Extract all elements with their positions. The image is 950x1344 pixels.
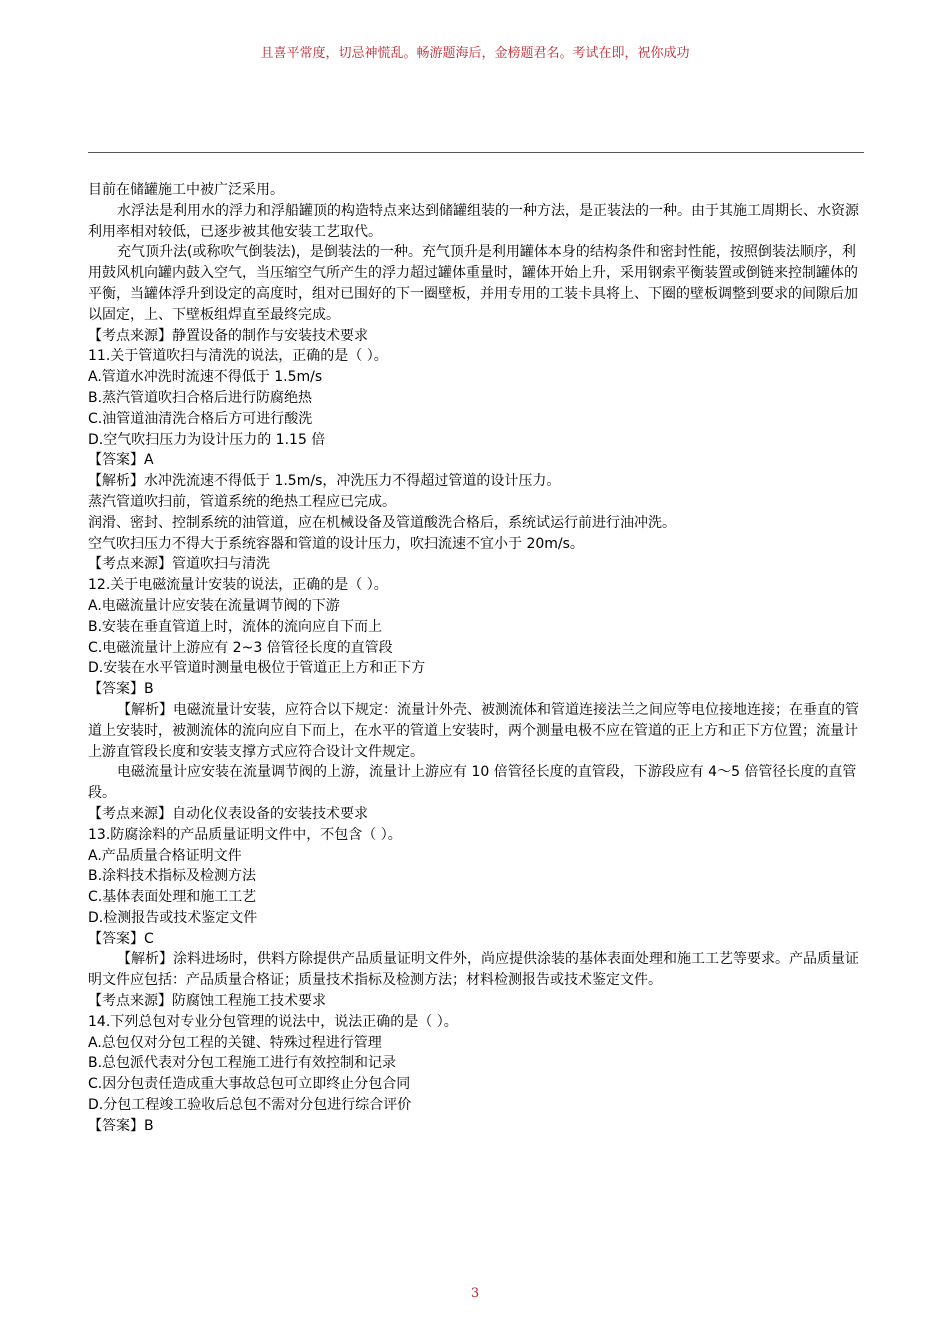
text-line: 空气吹扫压力不得大于系统容器和管道的设计压力，吹扫流速不宜小于 20m/s。 (88, 535, 584, 552)
text-line: B.涂料技术指标及检测方法 (88, 868, 257, 885)
text-line: 【考点来源】防腐蚀工程施工技术要求 (88, 993, 326, 1010)
text-line: C.基体表面处理和施工工艺 (88, 889, 257, 906)
text-line: B.安装在垂直管道上时，流体的流向应自下而上 (88, 618, 383, 635)
text-line: 12.关于电磁流量计安装的说法，正确的是（ ）。 (88, 577, 388, 594)
text-line: 【考点来源】静置设备的制作与安装技术要求 (88, 327, 368, 344)
text-line: D.检测报告或技术鉴定文件 (88, 909, 258, 926)
text-line: 目前在储罐施工中被广泛采用。 (88, 182, 284, 198)
text-line: 14.下列总包对专业分包管理的说法中，说法正确的是（ ）。 (88, 1013, 458, 1030)
text-line: C.电磁流量计上游应有 2~3 倍管径长度的直管段 (88, 639, 393, 656)
text-line: 【解析】电磁流量计安装，应符合以下规定：流量计外壳、被测流体和管道连接法兰之间应等电位接地连接；在垂直的管道上安装时，被测流体的流向应自下而上，在水平的管道上安装时，两个测量电极不应在管道的正上方和正下方位置；流量计上游直管段长度和安装支撑方式应符合设计文件规定。 (88, 701, 859, 760)
text-line: B.蒸汽管道吹扫合格后进行防腐绝热 (88, 389, 313, 406)
text-line: A.电磁流量计应安装在流量调节阀的下游 (88, 597, 340, 614)
text-line: 【答案】B (88, 681, 154, 698)
page-header-motto: 且喜平常度，切忌神慌乱。畅游题海后，金榜题君名。考试在即，祝你成功 (260, 46, 690, 61)
text-line: 充气顶升法(或称吹气倒装法)，是倒装法的一种。充气顶升是利用罐体本身的结构条件和密封性能，按照倒装法顺序，利用鼓风机向罐内鼓入空气，当压缩空气所产生的浮力超过罐体重量时，罐体开始上升，采用钢索平衡装置或倒链来控制罐体的平衡，当罐体浮升到设定的高度时，组对已围好的下一圈壁板，并用专用的工装卡具将上、下圈的壁板调整到要求的间隙后加以固定，上、下壁板组焊直至最终完成。 (88, 244, 858, 323)
text-line: 11.关于管道吹扫与清洗的说法，正确的是（ ）。 (88, 348, 388, 365)
text-line: 水浮法是利用水的浮力和浮船罐顶的构造特点来达到储罐组装的一种方法，是正装法的一种。由于其施工周期长、水资源利用率相对较低，已逐步被其他安装工艺取代。 (88, 202, 859, 240)
text-line: A.产品质量合格证明文件 (88, 847, 242, 864)
text-line: 电磁流量计应安装在流量调节阀的上游，流量计上游应有 10 倍管径长度的直管段，下游段应有 4～5 倍管径长度的直管段。 (88, 764, 857, 802)
text-line: C.因分包责任造成重大事故总包可立即终止分包合同 (88, 1076, 411, 1093)
text-line: 蒸汽管道吹扫前，管道系统的绝热工程应已完成。 (88, 493, 396, 510)
text-line: 【答案】A (88, 452, 154, 469)
text-line: 【答案】B (88, 1117, 154, 1134)
document-body (88, 180, 866, 1137)
text-line: 润滑、密封、控制系统的油管道，应在机械设备及管道酸洗合格后，系统试运行前进行油冲洗。 (88, 514, 676, 531)
text-line: D.空气吹扫压力为设计压力的 1.15 倍 (88, 431, 326, 448)
text-line: 【考点来源】管道吹扫与清洗 (88, 556, 270, 573)
page-number: 3 (470, 1286, 480, 1301)
text-line: 13.防腐涂料的产品质量证明文件中，不包含（ ）。 (88, 826, 402, 843)
text-line: C.油管道油清洗合格后方可进行酸洗 (88, 410, 313, 427)
text-line: D.安装在水平管道时测量电极位于管道正上方和正下方 (88, 660, 426, 677)
text-line: A.管道水冲洗时流速不得低于 1.5m/s (88, 369, 323, 386)
text-line: 【答案】C (88, 930, 154, 947)
text-line: B.总包派代表对分包工程施工进行有效控制和记录 (88, 1055, 397, 1072)
text-line: 【考点来源】自动化仪表设备的安装技术要求 (88, 805, 368, 822)
header-divider (88, 152, 864, 153)
text-line: 【解析】水冲洗流速不得低于 1.5m/s，冲洗压力不得超过管道的设计压力。 (88, 473, 561, 490)
text-line: D.分包工程竣工验收后总包不需对分包进行综合评价 (88, 1097, 412, 1114)
text-line: 【解析】涂料进场时，供料方除提供产品质量证明文件外，尚应提供涂装的基体表面处理和施工工艺等要求。产品质量证明文件应包括：产品质量合格证；质量技术指标及检测方法；材料检测报告或技术鉴定文件。 (88, 951, 859, 989)
text-line: A.总包仅对分包工程的关键、特殊过程进行管理 (88, 1034, 382, 1051)
